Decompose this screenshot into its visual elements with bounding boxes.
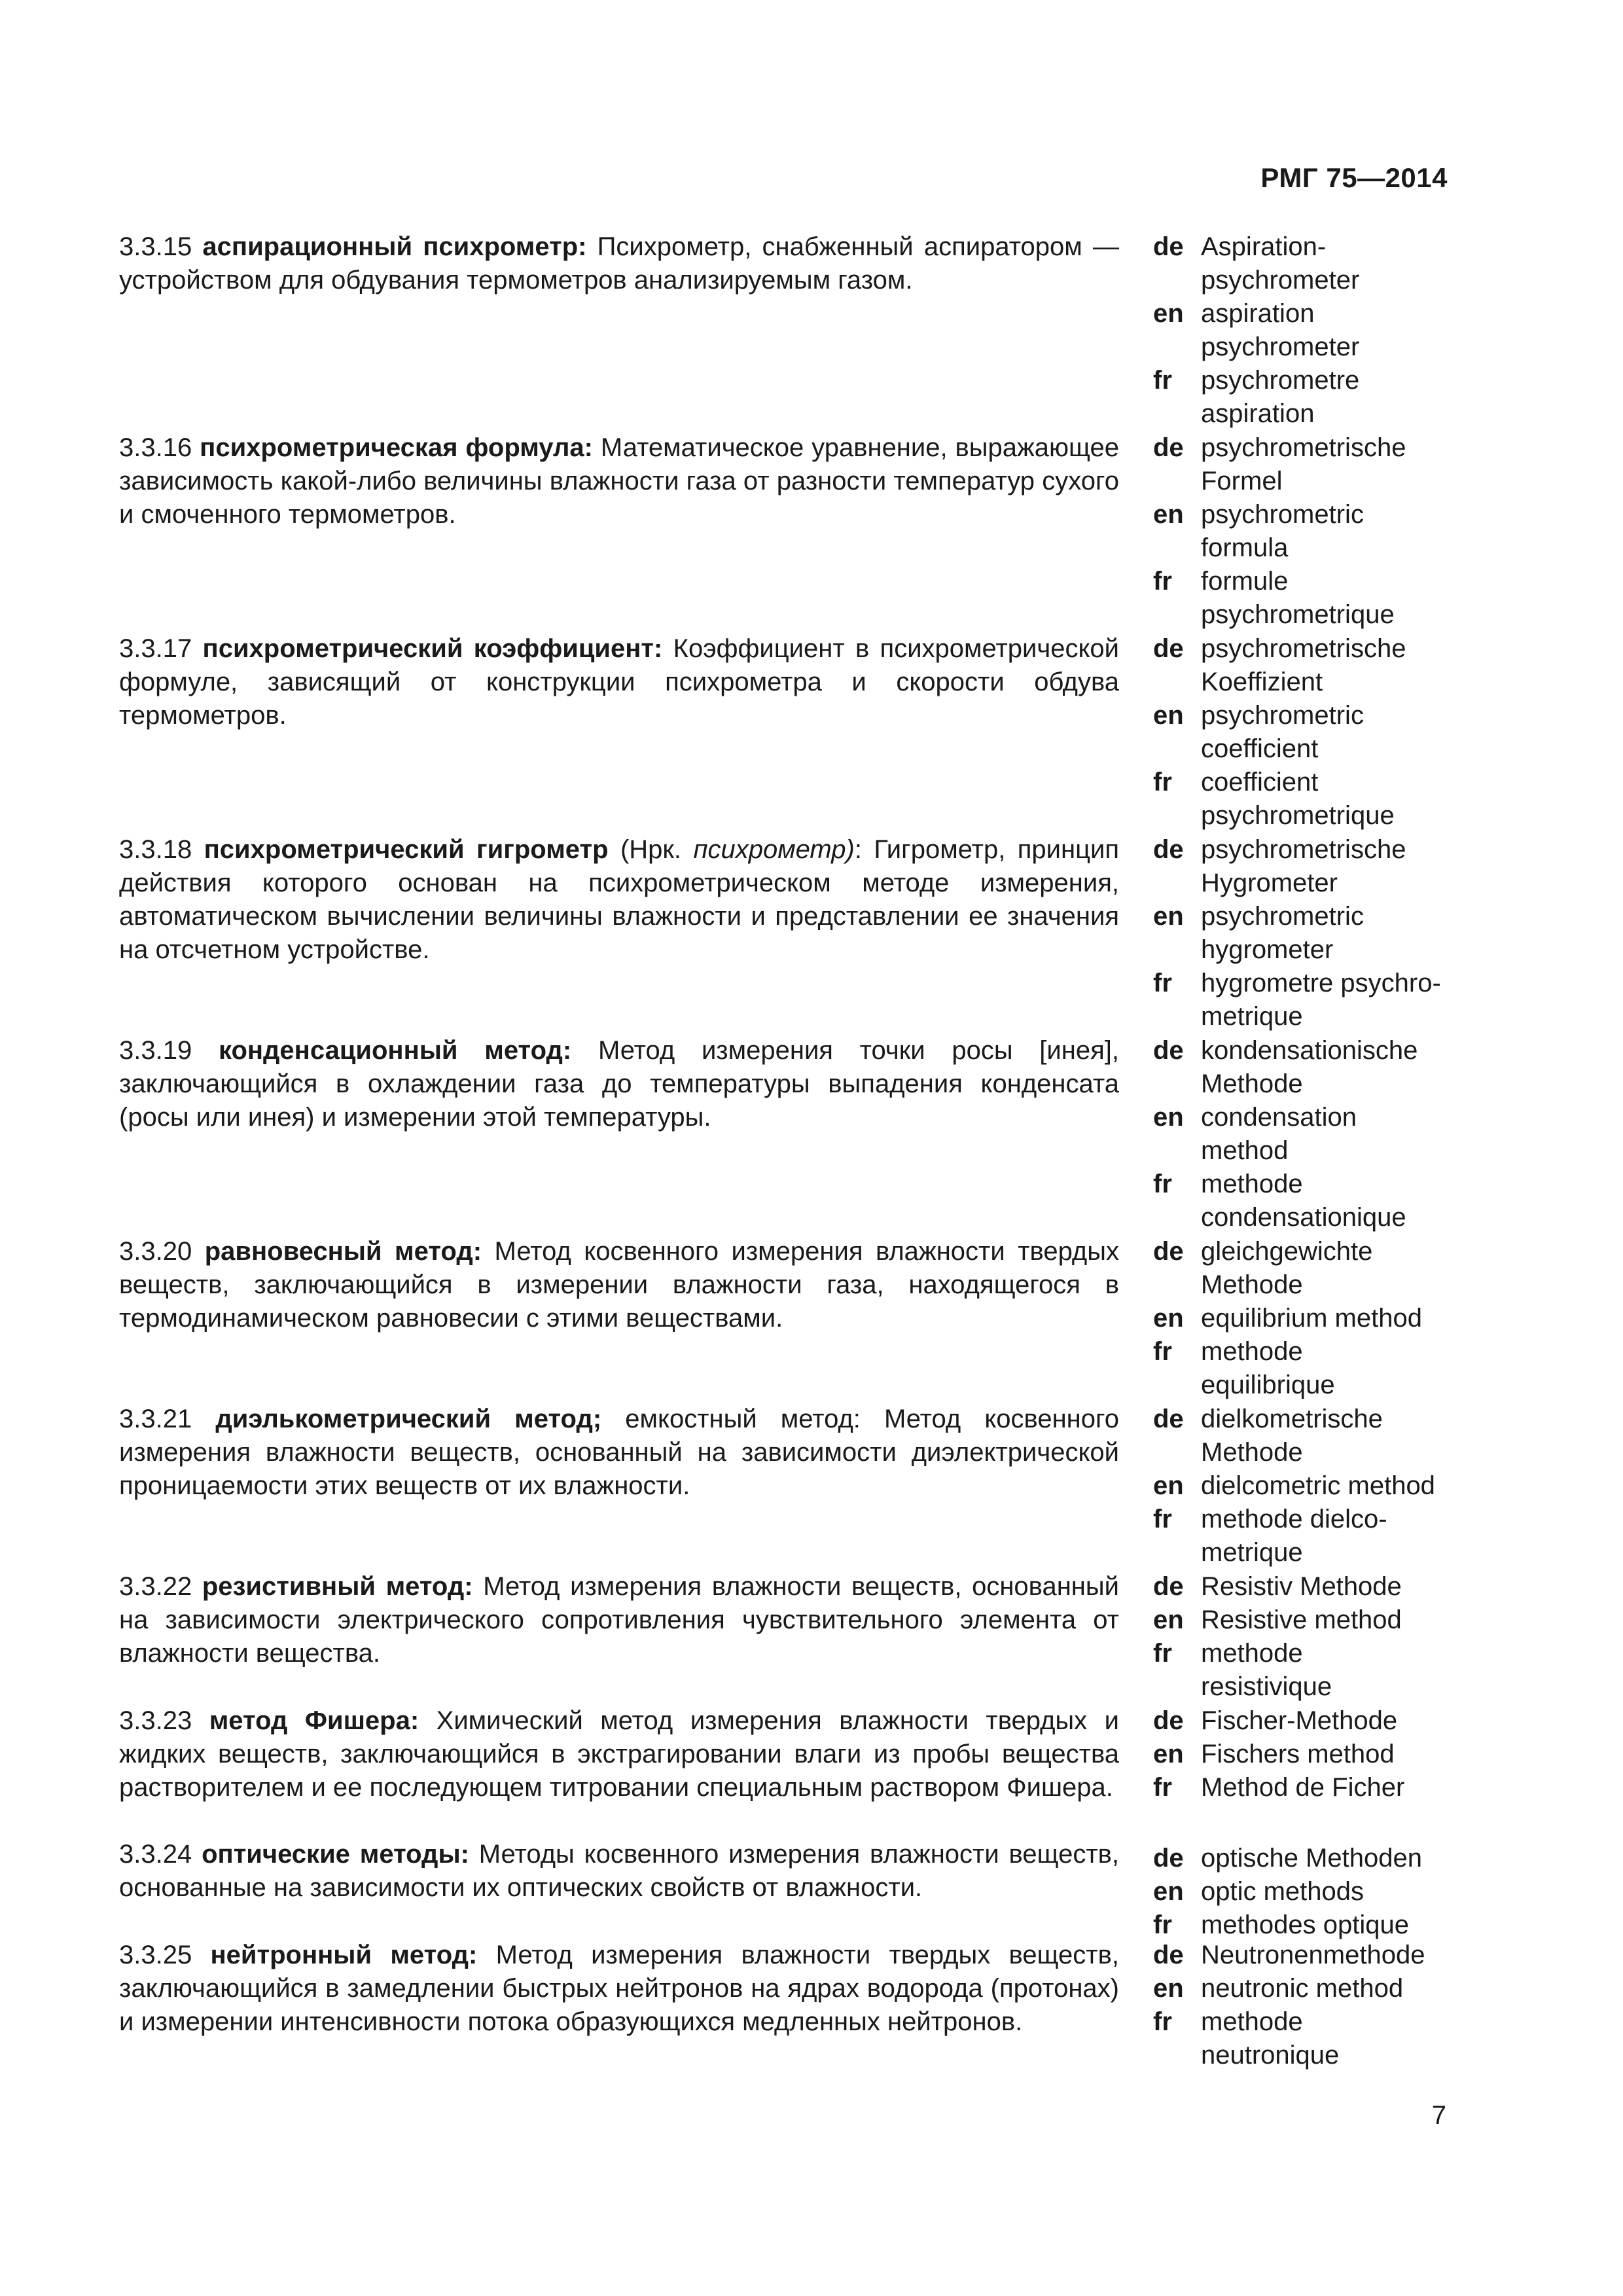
translation-text: dielcometric method [1201, 1471, 1435, 1500]
translation-text: optische Methoden [1201, 1844, 1423, 1873]
lang-code-fr: fr [1153, 366, 1172, 395]
translation-fr [1153, 2005, 1454, 2072]
term-title: метод Фишера: [209, 1706, 419, 1735]
translation-text: Fischer-Methode [1201, 1706, 1398, 1735]
lang-code-en: en [1153, 1304, 1184, 1333]
lang-code-en: en [1153, 902, 1184, 931]
translation-de [1153, 1235, 1454, 1302]
lang-code-en: en [1153, 1471, 1184, 1500]
definition [119, 833, 1119, 967]
translation-text: dielkometrische Methode [1201, 1405, 1383, 1467]
definition [119, 230, 1119, 297]
definition-text: Метод измерения влажности веществ, основанный на зависимости электрического сопротивления чувствительного элемента от влажности вещества. [119, 1572, 1119, 1668]
translation-fr [1153, 1909, 1454, 1942]
translations-list [1153, 230, 1454, 431]
lang-code-de: de [1153, 1844, 1184, 1873]
definition-text: Математическое уравнение, выражающее зависимость какой-либо величины влажности газа от разности температур сухого и смоченного термометров. [119, 433, 1119, 529]
term-number: 3.3.19 [119, 1036, 192, 1065]
lang-code-de: de [1153, 1941, 1184, 1969]
translation-text: coefficient psychrometrique [1201, 768, 1395, 830]
lang-code-en: en [1153, 1740, 1184, 1768]
translation-text: Neutronenmethode [1201, 1941, 1425, 1969]
term-title: психрометрический гигрометр [204, 835, 609, 864]
term-number: 3.3.23 [119, 1706, 192, 1735]
translation-de [1153, 1570, 1454, 1604]
lang-code-fr: fr [1153, 1505, 1172, 1534]
term-title: психрометрический коэффициент: [202, 634, 663, 663]
term-title: резистивный метод: [202, 1572, 473, 1601]
translation-en [1153, 1302, 1454, 1335]
term-number: 3.3.22 [119, 1572, 192, 1601]
definition-text: Химический метод измерения влажности твердых и жидких веществ, заключающийся в экстрагировании влаги из пробы вещества растворителем и ее последующем титровании специальным раствором Фишера. [119, 1706, 1119, 1802]
translation-text: Aspiration- psychrometer [1201, 232, 1360, 295]
lang-code-de: de [1153, 1572, 1184, 1601]
definition [119, 431, 1119, 531]
translation-en [1153, 1738, 1454, 1771]
definition [119, 1939, 1119, 2039]
lang-code-fr: fr [1153, 567, 1172, 596]
definition-prefix: (Нрк. [608, 835, 694, 864]
translation-fr [1153, 1771, 1454, 1804]
translation-text: methode equilibrique [1201, 1337, 1335, 1399]
lang-code-en: en [1153, 1877, 1184, 1906]
lang-code-fr: fr [1153, 1910, 1172, 1939]
translation-text: psychrometric hygrometer [1201, 902, 1364, 964]
lang-code-en: en [1153, 1605, 1184, 1634]
translation-text: kondensationische Methode [1201, 1036, 1418, 1098]
lang-code-en: en [1153, 500, 1184, 529]
term-title: оптические методы: [202, 1840, 469, 1869]
translation-en [1153, 1875, 1454, 1909]
definition-text: Метод измерения влажности твердых веществ, заключающийся в замедлении быстрых нейтронов на ядрах водорода (протонах) и измерении интенсивности потока образующихся медленных нейтронов. [119, 1941, 1119, 2036]
lang-code-de: de [1153, 1036, 1184, 1065]
document-code-header: РМГ 75—2014 [1260, 162, 1448, 193]
translation-en [1153, 498, 1454, 565]
definition [119, 1034, 1119, 1134]
translations-list [1153, 1704, 1454, 1804]
translation-text: methode dielco- metrique [1201, 1505, 1387, 1567]
lang-code-de: de [1153, 634, 1184, 663]
translations-list [1153, 1403, 1454, 1570]
translation-de [1153, 1704, 1454, 1738]
definition-text: Метод измерения точки росы [инея], заключающийся в охлаждении газа до температуры выпадения конденсата (росы или инея) и измерении этой температуры. [119, 1036, 1119, 1132]
page-number: 7 [1431, 2101, 1446, 2130]
translation-de [1153, 1034, 1454, 1101]
translation-text: Resistive method [1201, 1605, 1402, 1634]
term-number: 3.3.18 [119, 835, 192, 864]
lang-code-de: de [1153, 1405, 1184, 1433]
lang-code-en: en [1153, 1974, 1184, 2003]
translation-text: equilibrium method [1201, 1304, 1422, 1333]
translation-en [1153, 1972, 1454, 2005]
definition-text: Методы косвенного измерения влажности веществ, основанные на зависимости их оптических свойств от влажности. [119, 1840, 1119, 1902]
translations-list [1153, 431, 1454, 632]
term-number: 3.3.21 [119, 1405, 192, 1433]
translation-de [1153, 230, 1454, 297]
term-title: равновесный метод: [204, 1237, 482, 1266]
translation-fr [1153, 364, 1454, 431]
translation-fr [1153, 565, 1454, 632]
lang-code-de: de [1153, 232, 1184, 261]
lang-code-en: en [1153, 1103, 1184, 1132]
translation-fr [1153, 967, 1454, 1033]
lang-code-de: de [1153, 1237, 1184, 1266]
lang-code-fr: fr [1153, 2007, 1172, 2036]
translation-text: formule psychrometrique [1201, 567, 1395, 629]
term-title: диэлькометрический метод; [215, 1405, 602, 1433]
translation-en [1153, 900, 1454, 967]
lang-code-fr: fr [1153, 1337, 1172, 1366]
translation-en [1153, 297, 1454, 364]
term-title: нейтронный метод: [210, 1941, 478, 1969]
translation-text: condensation method [1201, 1103, 1357, 1165]
translation-text: Resistiv Methode [1201, 1572, 1402, 1601]
translation-text: optic methods [1201, 1877, 1364, 1906]
translation-text: neutronic method [1201, 1974, 1404, 2003]
translation-text: psychrometrische Hygrometer [1201, 835, 1406, 897]
translation-en [1153, 1101, 1454, 1168]
translation-de [1153, 1842, 1454, 1875]
definition-text: Психрометр, снабженный аспиратором — устройством для обдувания термометров анализируемым газом. [119, 232, 1119, 295]
translation-fr [1153, 1503, 1454, 1570]
translation-text: psychrometrische Formel [1201, 433, 1406, 495]
lang-code-en: en [1153, 701, 1184, 730]
definition [119, 1838, 1119, 1905]
translations-list [1153, 1570, 1454, 1704]
definition [119, 1570, 1119, 1670]
translation-text: Method de Ficher [1201, 1773, 1405, 1802]
translation-en [1153, 1469, 1454, 1503]
translations-list [1153, 1034, 1454, 1234]
translation-en [1153, 1604, 1454, 1637]
translation-text: gleichgewichte Methode [1201, 1237, 1373, 1299]
lang-code-de: de [1153, 433, 1184, 462]
definition-text: Коэффициент в психрометрической формуле, зависящий от конструкции психрометра и скорости обдува термометров. [119, 634, 1119, 730]
term-number: 3.3.24 [119, 1840, 192, 1869]
translation-text: hygrometre psychro- metrique [1201, 969, 1441, 1031]
lang-code-fr: fr [1153, 1639, 1172, 1668]
translations-list [1153, 632, 1454, 833]
translation-text: aspiration psychrometer [1201, 299, 1360, 361]
translations-list [1153, 1235, 1454, 1402]
definition [119, 1403, 1119, 1503]
term-number: 3.3.16 [119, 433, 192, 462]
term-number: 3.3.25 [119, 1941, 192, 1969]
translations-list [1153, 1842, 1454, 1942]
translation-de [1153, 1939, 1454, 1972]
translation-text: psychrometre aspiration [1201, 366, 1360, 428]
term-title: конденсационный метод: [218, 1036, 572, 1065]
term-number: 3.3.17 [119, 634, 192, 663]
lang-code-fr: fr [1153, 768, 1172, 797]
translation-de [1153, 833, 1454, 900]
translation-text: psychrometric coefficient [1201, 701, 1364, 763]
translation-de [1153, 431, 1454, 498]
term-number: 3.3.15 [119, 232, 192, 261]
lang-code-de: de [1153, 1706, 1184, 1735]
translation-fr [1153, 1335, 1454, 1402]
term-title: аспирационный психрометр: [202, 232, 587, 261]
translations-list [1153, 1939, 1454, 2072]
lang-code-en: en [1153, 299, 1184, 328]
term-title: психрометрическая формула: [200, 433, 593, 462]
translation-text: methodes optique [1201, 1910, 1410, 1939]
lang-code-de: de [1153, 835, 1184, 864]
translation-text: psychrometric formula [1201, 500, 1364, 562]
translations-list [1153, 833, 1454, 1033]
translation-en [1153, 699, 1454, 766]
translation-text: methode neutronique [1201, 2007, 1340, 2070]
term-number: 3.3.20 [119, 1237, 192, 1266]
deprecated-term: психрометр) [693, 835, 855, 864]
definition [119, 632, 1119, 732]
translation-fr [1153, 1168, 1454, 1234]
definition-text: емкостный метод: Метод косвенного измерения влажности веществ, основанный на зависимости диэлектрической проницаемости этих веществ от их влажности. [119, 1405, 1119, 1500]
definition-text: Метод косвенного измерения влажности твердых веществ, заключающийся в измерении влажности газа, находящегося в термодинамическом равновесии с этими веществами. [119, 1237, 1119, 1333]
translation-text: methode resistivique [1201, 1639, 1332, 1701]
translation-de [1153, 1403, 1454, 1469]
translation-de [1153, 632, 1454, 699]
definition [119, 1235, 1119, 1335]
definition [119, 1704, 1119, 1804]
translation-text: Fischers method [1201, 1740, 1395, 1768]
definition-text: : Гигрометр, принцип действия которого основан на психрометрическом методе измерения, автоматическом вычислении величины влажности и представлении ее значения на отсчетном устройстве. [119, 835, 1119, 964]
translation-fr [1153, 766, 1454, 833]
lang-code-fr: fr [1153, 1170, 1172, 1198]
lang-code-fr: fr [1153, 969, 1172, 997]
translation-fr [1153, 1637, 1454, 1704]
translation-text: methode condensationique [1201, 1170, 1406, 1232]
translation-text: psychrometrische Koeffizient [1201, 634, 1406, 696]
lang-code-fr: fr [1153, 1773, 1172, 1802]
